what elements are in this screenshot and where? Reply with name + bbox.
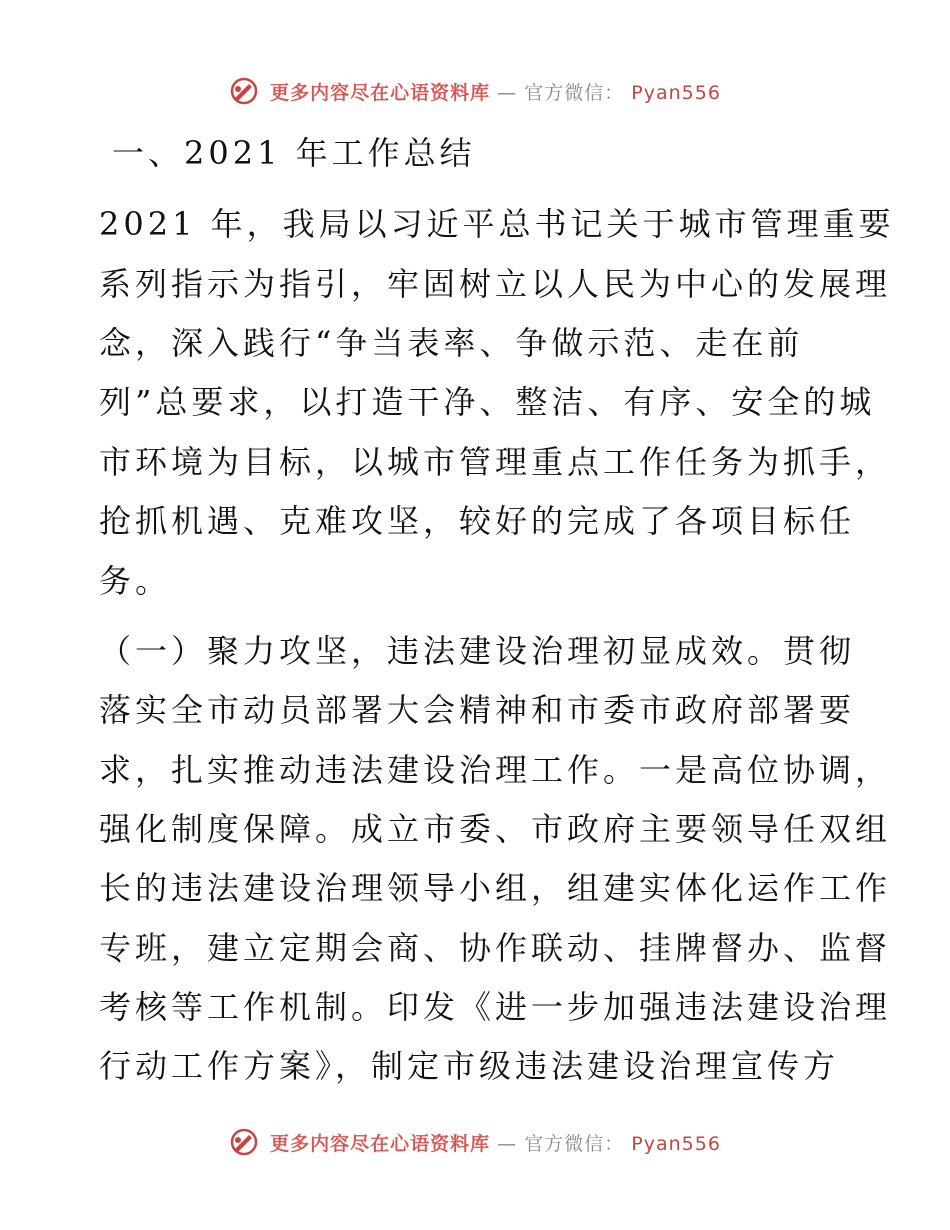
text-line: 务。	[99, 562, 172, 600]
watermark-official-label: 官方微信：	[524, 82, 625, 104]
text-line: 落实全市动员部署大会精神和市委市政府部署要	[99, 691, 856, 729]
watermark-footer	[0, 1127, 950, 1162]
text-line: （一）聚力攻坚，违法建设治理初显成效。贯彻	[99, 632, 856, 670]
watermark-wechat-id: Pyan556	[631, 82, 721, 104]
watermark-official-label: 官方微信：	[524, 1133, 625, 1155]
text-line: 2021 年，我局以习近平总书记关于城市管理重要	[99, 205, 895, 243]
watermark-main-text: 更多内容尽在心语资料库	[270, 1133, 491, 1155]
text-line: 市环境为目标，以城市管理重点工作任务为抓手，	[99, 443, 892, 481]
text-line: 抢抓机遇、克难攻坚，较好的完成了各项目标任	[99, 502, 856, 540]
text-line: 念，深入践行“争当表率、争做示范、走在前	[99, 324, 804, 362]
watermark-header	[0, 76, 950, 111]
text-line: 行动工作方案》，制定市级违法建设治理宣传方	[99, 1047, 840, 1085]
pen-logo-icon	[229, 1127, 259, 1162]
text-line: 系列指示为指引，牢固树立以人民为中心的发展理	[99, 265, 892, 303]
watermark-wechat-id: Pyan556	[631, 1133, 721, 1155]
text-line: 专班，建立定期会商、协作联动、挂牌督办、监督	[99, 929, 892, 967]
text-line: 长的违法建设治理领导小组，组建实体化运作工作	[99, 869, 892, 907]
watermark-main-text: 更多内容尽在心语资料库	[270, 82, 491, 104]
text-line: 强化制度保障。成立市委、市政府主要领导任双组	[99, 810, 892, 848]
text-line: 求，扎实推动违法建设治理工作。一是高位协调，	[99, 751, 892, 789]
watermark-dash: —	[497, 82, 518, 104]
section-heading: 一、2021 年工作总结	[112, 134, 476, 172]
pen-logo-icon	[229, 76, 259, 111]
text-line: 列”总要求，以打造干净、整洁、有序、安全的城	[99, 383, 876, 421]
watermark-dash: —	[497, 1133, 518, 1155]
text-line: 考核等工作机制。印发《进一步加强违法建设治理	[99, 988, 892, 1026]
